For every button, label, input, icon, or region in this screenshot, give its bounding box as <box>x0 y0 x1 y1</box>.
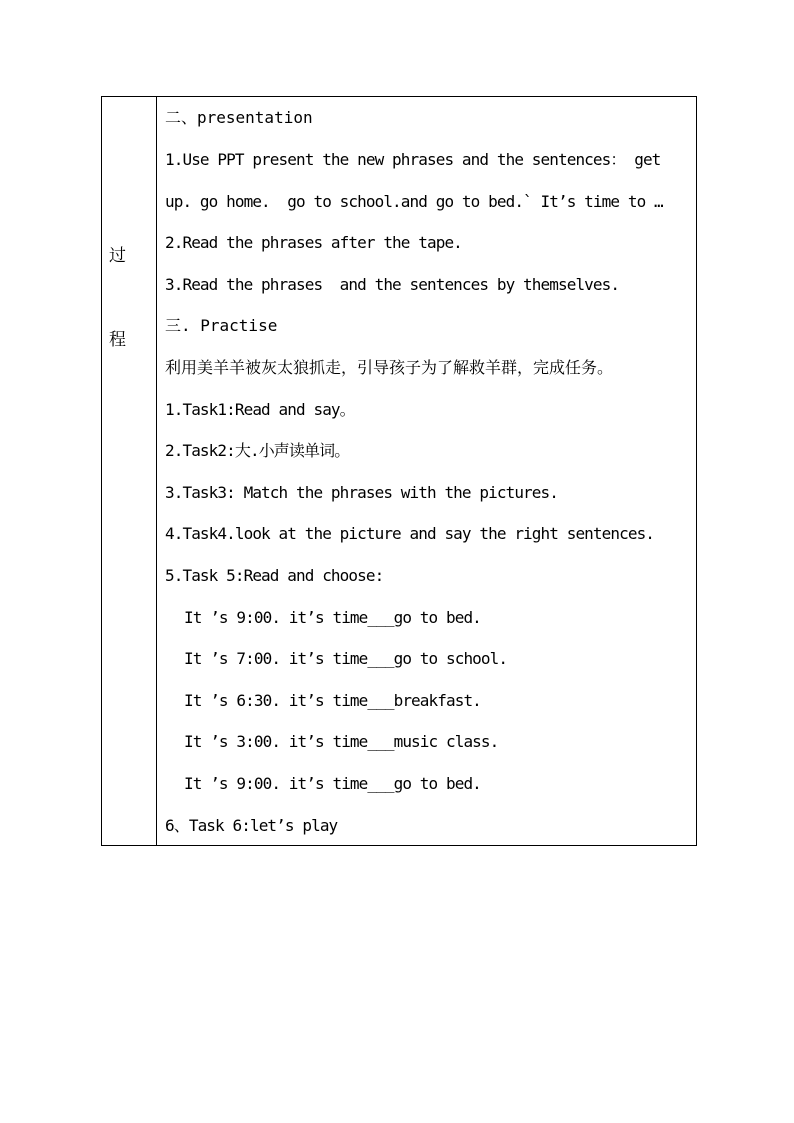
task-5-sentence: It ’s 7:00. it’s time___go to school. <box>184 649 508 668</box>
task-5-sentence: It ’s 6:30. it’s time___breakfast. <box>184 691 481 710</box>
process-label-char-1: 过 <box>109 246 126 266</box>
process-content-cell <box>157 97 696 845</box>
practise-task-3: 3.Task3: Match the phrases with the pictures. <box>165 483 558 502</box>
task-5-sentence: It ’s 9:00. it’s time___go to bed. <box>184 774 481 793</box>
presentation-item-2: 2.Read the phrases after the tape. <box>165 233 462 252</box>
presentation-heading: 二、presentation <box>165 108 313 127</box>
task-5-sentence: It ’s 3:00. it’s time___music class. <box>184 732 499 751</box>
lesson-plan-table <box>101 96 697 846</box>
practise-task-2: 2.Task2:大.小声读单词。 <box>165 441 350 460</box>
presentation-item-1-line-2: up. go home. go to school.and go to bed.` It’s time to … <box>165 192 663 211</box>
process-label-char-2: 程 <box>109 330 126 350</box>
task-5-sentence: It ’s 9:00. it’s time___go to bed. <box>184 608 481 627</box>
presentation-item-1-line-1: 1.Use PPT present the new phrases and the sentences： get <box>165 150 661 169</box>
practise-task-1: 1.Task1:Read and say。 <box>165 400 355 419</box>
process-label-cell <box>102 97 157 845</box>
presentation-item-3: 3.Read the phrases and the sentences by themselves. <box>165 275 620 294</box>
practise-task-6: 6、Task 6:let’s play <box>165 816 338 835</box>
practise-intro: 利用美羊羊被灰太狼抓走，引导孩子为了解救羊群，完成任务。 <box>165 358 614 377</box>
practise-task-5: 5.Task 5:Read and choose: <box>165 566 384 585</box>
practise-task-4: 4.Task4.look at the picture and say the right sentences. <box>165 524 655 543</box>
practise-heading: 三. Practise <box>165 316 278 335</box>
